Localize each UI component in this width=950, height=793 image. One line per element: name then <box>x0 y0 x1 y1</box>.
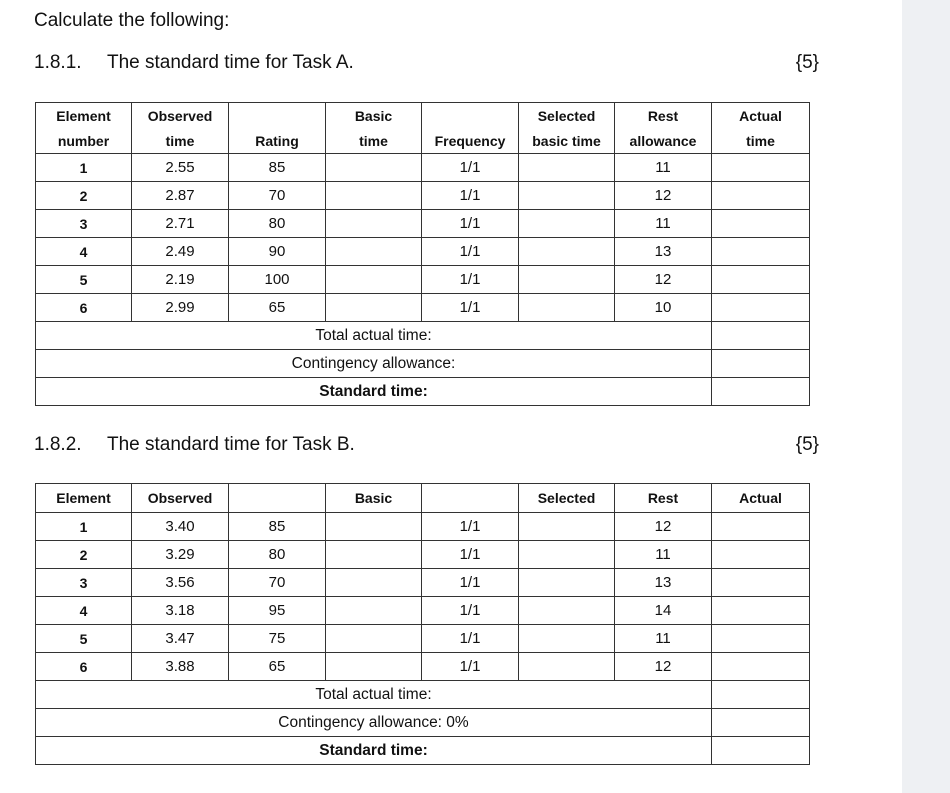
observed-time-cell: 2.19 <box>132 266 229 294</box>
element-cell: 1 <box>36 513 132 541</box>
frequency-cell: 1/1 <box>422 210 519 238</box>
element-cell: 4 <box>36 597 132 625</box>
element-cell: 3 <box>36 210 132 238</box>
standard-time-label: Standard time: <box>36 737 712 765</box>
rest-allowance-cell: 14 <box>615 597 712 625</box>
basic-time-cell[interactable] <box>326 182 422 210</box>
frequency-cell: 1/1 <box>422 625 519 653</box>
element-cell: 4 <box>36 238 132 266</box>
selected-basic-time-cell[interactable] <box>519 210 615 238</box>
rating-cell: 65 <box>229 294 326 322</box>
observed-time-cell: 2.99 <box>132 294 229 322</box>
total-actual-time-value[interactable] <box>712 681 810 709</box>
frequency-cell: 1/1 <box>422 182 519 210</box>
frequency-cell: 1/1 <box>422 541 519 569</box>
header-cell: number <box>36 128 132 154</box>
question-marks: {5} <box>795 434 819 455</box>
basic-time-cell[interactable] <box>326 597 422 625</box>
question-1-8-1 <box>34 52 824 76</box>
rating-cell: 85 <box>229 513 326 541</box>
header-cell <box>229 103 326 129</box>
question-marks: {5} <box>795 52 819 73</box>
contingency-row <box>36 350 810 378</box>
rating-cell: 85 <box>229 154 326 182</box>
contingency-allowance-value[interactable] <box>712 350 810 378</box>
selected-basic-time-cell[interactable] <box>519 266 615 294</box>
element-cell: 6 <box>36 294 132 322</box>
basic-time-cell[interactable] <box>326 210 422 238</box>
rating-cell: 95 <box>229 597 326 625</box>
observed-time-cell: 3.47 <box>132 625 229 653</box>
standard-time-label: Standard time: <box>36 378 712 406</box>
element-cell: 6 <box>36 653 132 681</box>
frequency-cell: 1/1 <box>422 653 519 681</box>
contingency-allowance-value[interactable] <box>712 709 810 737</box>
right-margin-strip <box>902 0 950 793</box>
table-row <box>36 182 810 210</box>
rest-allowance-cell: 11 <box>615 541 712 569</box>
page-intro: Calculate the following: <box>34 10 230 31</box>
element-cell: 5 <box>36 266 132 294</box>
rating-cell: 90 <box>229 238 326 266</box>
element-cell: 3 <box>36 569 132 597</box>
header-cell <box>422 484 519 513</box>
header-cell: Element <box>36 103 132 129</box>
rest-allowance-cell: 12 <box>615 266 712 294</box>
actual-time-cell[interactable] <box>712 182 810 210</box>
selected-basic-time-cell[interactable] <box>519 294 615 322</box>
element-cell: 2 <box>36 541 132 569</box>
header-row-bottom <box>36 128 810 154</box>
selected-basic-time-cell[interactable] <box>519 182 615 210</box>
observed-time-cell: 3.56 <box>132 569 229 597</box>
selected-basic-time-cell[interactable] <box>519 653 615 681</box>
basic-time-cell[interactable] <box>326 653 422 681</box>
header-cell: Rating <box>229 128 326 154</box>
observed-time-cell: 2.55 <box>132 154 229 182</box>
table-row <box>36 625 810 653</box>
question-number: 1.8.1. <box>34 52 82 73</box>
observed-time-cell: 3.18 <box>132 597 229 625</box>
header-cell: Selected <box>519 484 615 513</box>
frequency-cell: 1/1 <box>422 266 519 294</box>
frequency-cell: 1/1 <box>422 294 519 322</box>
contingency-allowance-label: Contingency allowance: 0% <box>36 709 712 737</box>
total-actual-time-row <box>36 322 810 350</box>
header-cell: time <box>326 128 422 154</box>
rest-allowance-cell: 13 <box>615 569 712 597</box>
question-number: 1.8.2. <box>34 434 82 455</box>
observed-time-cell: 2.71 <box>132 210 229 238</box>
rest-allowance-cell: 11 <box>615 210 712 238</box>
observed-time-cell: 2.49 <box>132 238 229 266</box>
selected-basic-time-cell[interactable] <box>519 541 615 569</box>
header-cell: time <box>712 128 810 154</box>
standard-time-value[interactable] <box>712 378 810 406</box>
question-title: The standard time for Task B. <box>107 434 355 455</box>
header-cell: Actual <box>712 484 810 513</box>
rating-cell: 70 <box>229 569 326 597</box>
table-row <box>36 154 810 182</box>
header-cell: time <box>132 128 229 154</box>
rating-cell: 80 <box>229 541 326 569</box>
rating-cell: 100 <box>229 266 326 294</box>
header-cell: Basic <box>326 103 422 129</box>
element-cell: 5 <box>36 625 132 653</box>
rating-cell: 65 <box>229 653 326 681</box>
basic-time-cell[interactable] <box>326 625 422 653</box>
observed-time-cell: 3.40 <box>132 513 229 541</box>
selected-basic-time-cell[interactable] <box>519 513 615 541</box>
header-cell: Rest <box>615 484 712 513</box>
table-row <box>36 238 810 266</box>
frequency-cell: 1/1 <box>422 569 519 597</box>
observed-time-cell: 3.88 <box>132 653 229 681</box>
actual-time-cell[interactable] <box>712 597 810 625</box>
table-row <box>36 569 810 597</box>
table-row <box>36 597 810 625</box>
actual-time-cell[interactable] <box>712 238 810 266</box>
basic-time-cell[interactable] <box>326 238 422 266</box>
frequency-cell: 1/1 <box>422 597 519 625</box>
header-cell: basic time <box>519 128 615 154</box>
header-cell <box>229 484 326 513</box>
rest-allowance-cell: 13 <box>615 238 712 266</box>
task-b-table <box>35 483 810 765</box>
total-actual-time-value[interactable] <box>712 322 810 350</box>
actual-time-cell[interactable] <box>712 210 810 238</box>
basic-time-cell[interactable] <box>326 513 422 541</box>
basic-time-cell[interactable] <box>326 294 422 322</box>
selected-basic-time-cell[interactable] <box>519 569 615 597</box>
table-row <box>36 210 810 238</box>
rest-allowance-cell: 11 <box>615 154 712 182</box>
basic-time-cell[interactable] <box>326 154 422 182</box>
frequency-cell: 1/1 <box>422 513 519 541</box>
contingency-row <box>36 709 810 737</box>
header-cell: Observed <box>132 103 229 129</box>
rating-cell: 75 <box>229 625 326 653</box>
selected-basic-time-cell[interactable] <box>519 597 615 625</box>
observed-time-cell: 3.29 <box>132 541 229 569</box>
header-cell: Rest <box>615 103 712 129</box>
rest-allowance-cell: 11 <box>615 625 712 653</box>
basic-time-cell[interactable] <box>326 541 422 569</box>
rest-allowance-cell: 12 <box>615 653 712 681</box>
standard-time-value[interactable] <box>712 737 810 765</box>
rest-allowance-cell: 12 <box>615 182 712 210</box>
selected-basic-time-cell[interactable] <box>519 625 615 653</box>
selected-basic-time-cell[interactable] <box>519 154 615 182</box>
table-row <box>36 653 810 681</box>
table-row <box>36 266 810 294</box>
element-cell: 2 <box>36 182 132 210</box>
table-row <box>36 294 810 322</box>
actual-time-cell[interactable] <box>712 266 810 294</box>
selected-basic-time-cell[interactable] <box>519 238 615 266</box>
actual-time-cell[interactable] <box>712 294 810 322</box>
standard-time-row <box>36 737 810 765</box>
rest-allowance-cell: 10 <box>615 294 712 322</box>
frequency-cell: 1/1 <box>422 154 519 182</box>
header-cell: Actual <box>712 103 810 129</box>
basic-time-cell[interactable] <box>326 266 422 294</box>
total-actual-time-label: Total actual time: <box>36 322 712 350</box>
header-cell: Element <box>36 484 132 513</box>
observed-time-cell: 2.87 <box>132 182 229 210</box>
header-cell: Observed <box>132 484 229 513</box>
total-actual-time-row <box>36 681 810 709</box>
standard-time-row <box>36 378 810 406</box>
question-1-8-2 <box>34 434 824 458</box>
table-row <box>36 541 810 569</box>
actual-time-cell[interactable] <box>712 541 810 569</box>
task-a-table <box>35 102 810 406</box>
header-cell <box>422 103 519 129</box>
total-actual-time-label: Total actual time: <box>36 681 712 709</box>
rating-cell: 80 <box>229 210 326 238</box>
rating-cell: 70 <box>229 182 326 210</box>
contingency-allowance-label: Contingency allowance: <box>36 350 712 378</box>
actual-time-cell[interactable] <box>712 653 810 681</box>
basic-time-cell[interactable] <box>326 569 422 597</box>
header-cell: Basic <box>326 484 422 513</box>
header-row <box>36 484 810 513</box>
table-row <box>36 513 810 541</box>
header-cell: Selected <box>519 103 615 129</box>
actual-time-cell[interactable] <box>712 154 810 182</box>
rest-allowance-cell: 12 <box>615 513 712 541</box>
actual-time-cell[interactable] <box>712 569 810 597</box>
element-cell: 1 <box>36 154 132 182</box>
actual-time-cell[interactable] <box>712 513 810 541</box>
frequency-cell: 1/1 <box>422 238 519 266</box>
header-cell: allowance <box>615 128 712 154</box>
header-cell: Frequency <box>422 128 519 154</box>
header-row-top <box>36 103 810 129</box>
actual-time-cell[interactable] <box>712 625 810 653</box>
question-title: The standard time for Task A. <box>107 52 354 73</box>
